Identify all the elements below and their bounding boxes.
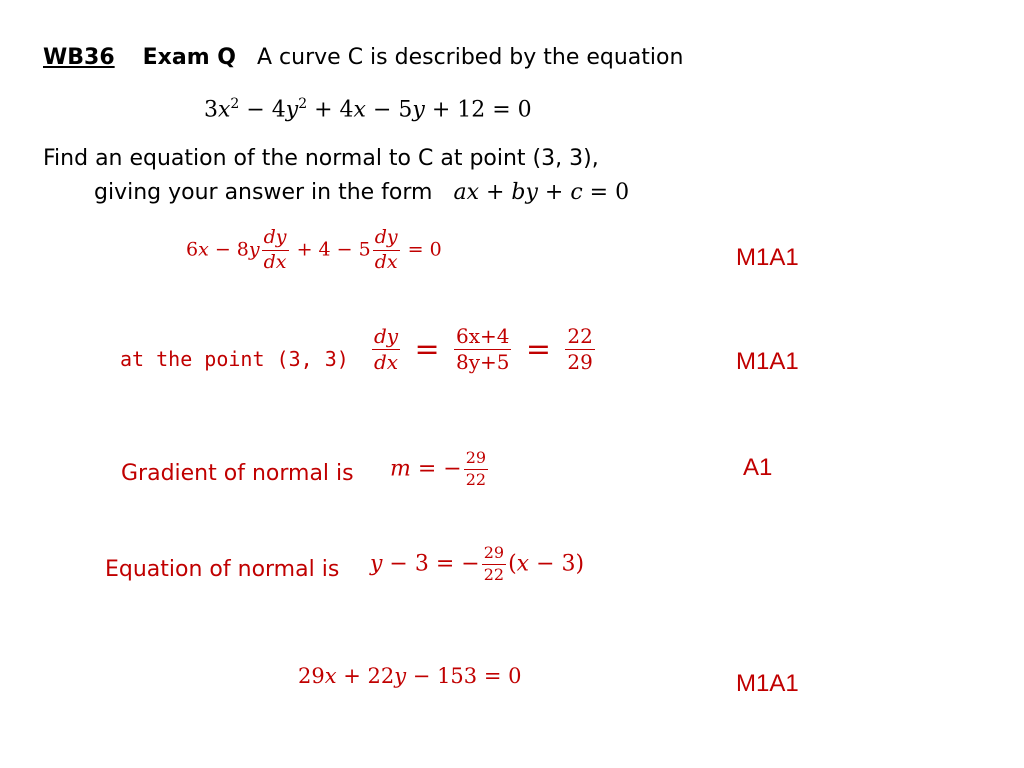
form-c: c xyxy=(570,180,583,205)
s4-term: ( xyxy=(508,551,517,577)
header-line xyxy=(43,45,683,70)
eq-term: − 5 xyxy=(365,97,413,123)
s3-term: = − xyxy=(410,456,462,482)
form-b: by xyxy=(511,180,538,205)
s1-term: − 8 xyxy=(208,238,249,261)
s1-term: + 4 − 5 xyxy=(290,238,371,261)
eq-term: + 4 xyxy=(307,97,354,123)
frac-den: 22 xyxy=(483,564,505,584)
eq-var-x: x xyxy=(353,97,366,123)
eq-power: 2 xyxy=(230,96,240,112)
frac-num: 29 xyxy=(464,450,488,470)
frac-den: dx xyxy=(374,250,398,273)
step3-label: Gradient of normal is xyxy=(121,461,354,486)
exam-label: Exam Q xyxy=(142,45,237,70)
s1-term: 6 xyxy=(186,238,199,261)
frac-den: 8y+5 xyxy=(455,350,510,374)
equals-sign: = xyxy=(414,332,440,367)
frac-num: dy xyxy=(263,226,287,248)
s5-term: + 22 xyxy=(336,664,395,688)
question-form-text: giving your answer in the form xyxy=(94,180,433,205)
frac-den: 29 xyxy=(567,350,593,374)
dy-dx-fraction xyxy=(373,228,400,273)
worksheet-label: WB36 xyxy=(43,45,115,70)
mark-step1: M1A1 xyxy=(736,244,799,271)
frac-num: dy xyxy=(374,324,399,348)
header-text: A curve C is described by the equation xyxy=(257,45,684,70)
eq-coef: 3 xyxy=(204,97,218,123)
step4-normal-equation xyxy=(370,545,584,584)
question-line-2 xyxy=(94,180,629,205)
gradient-value-fraction xyxy=(565,326,594,373)
eq-term: + 12 = 0 xyxy=(424,97,532,123)
s1-var: x xyxy=(198,238,209,261)
step4-label: Equation of normal is xyxy=(105,557,340,582)
step1-differentiation xyxy=(186,228,442,273)
normal-gradient-fraction xyxy=(482,545,506,584)
step3-normal-gradient xyxy=(390,450,490,489)
eq-var-y: y xyxy=(285,97,299,123)
s4-term: − 3 = − xyxy=(382,551,480,577)
form-op: + xyxy=(537,180,571,205)
frac-den: dx xyxy=(263,250,287,273)
gradient-fraction xyxy=(454,326,512,373)
eq-power: 2 xyxy=(298,96,308,112)
step2-gradient xyxy=(370,326,597,373)
frac-num: 6x+4 xyxy=(455,324,510,348)
step2-label: at the point (3, 3) xyxy=(120,347,349,371)
equals-sign: = xyxy=(525,332,551,367)
dy-dx-fraction xyxy=(262,228,289,273)
step5-final-answer xyxy=(298,664,521,688)
frac-num: 29 xyxy=(482,545,506,565)
s4-var: x xyxy=(516,551,530,577)
frac-den: 22 xyxy=(465,469,487,489)
s5-term: 29 xyxy=(298,664,325,688)
frac-num: 22 xyxy=(567,324,593,348)
mark-step3: A1 xyxy=(743,454,773,481)
frac-den: dx xyxy=(374,350,399,374)
s4-term: − 3) xyxy=(529,551,585,577)
dy-dx-fraction xyxy=(372,326,400,373)
question-line-1: Find an equation of the normal to C at point (3, 3), xyxy=(43,146,599,171)
eq-var-y: y xyxy=(412,97,425,123)
form-op: + xyxy=(479,180,512,205)
gradient-var: m xyxy=(390,456,411,482)
answer-form xyxy=(453,180,629,205)
s5-term: − 153 = 0 xyxy=(406,664,522,688)
s4-var: y xyxy=(370,551,383,577)
s1-term: = 0 xyxy=(401,238,442,261)
eq-var-x: x xyxy=(218,97,231,123)
normal-gradient-fraction xyxy=(464,450,488,489)
s5-var: x xyxy=(324,664,337,688)
mark-step5: M1A1 xyxy=(736,670,799,697)
form-eq: = 0 xyxy=(582,180,630,205)
s1-var: y xyxy=(248,238,260,261)
frac-num: dy xyxy=(374,226,398,248)
form-a: ax xyxy=(453,180,479,205)
s5-var: y xyxy=(394,664,407,688)
curve-equation xyxy=(204,96,532,122)
eq-term: − 4 xyxy=(239,97,286,123)
mark-step2: M1A1 xyxy=(736,348,799,375)
